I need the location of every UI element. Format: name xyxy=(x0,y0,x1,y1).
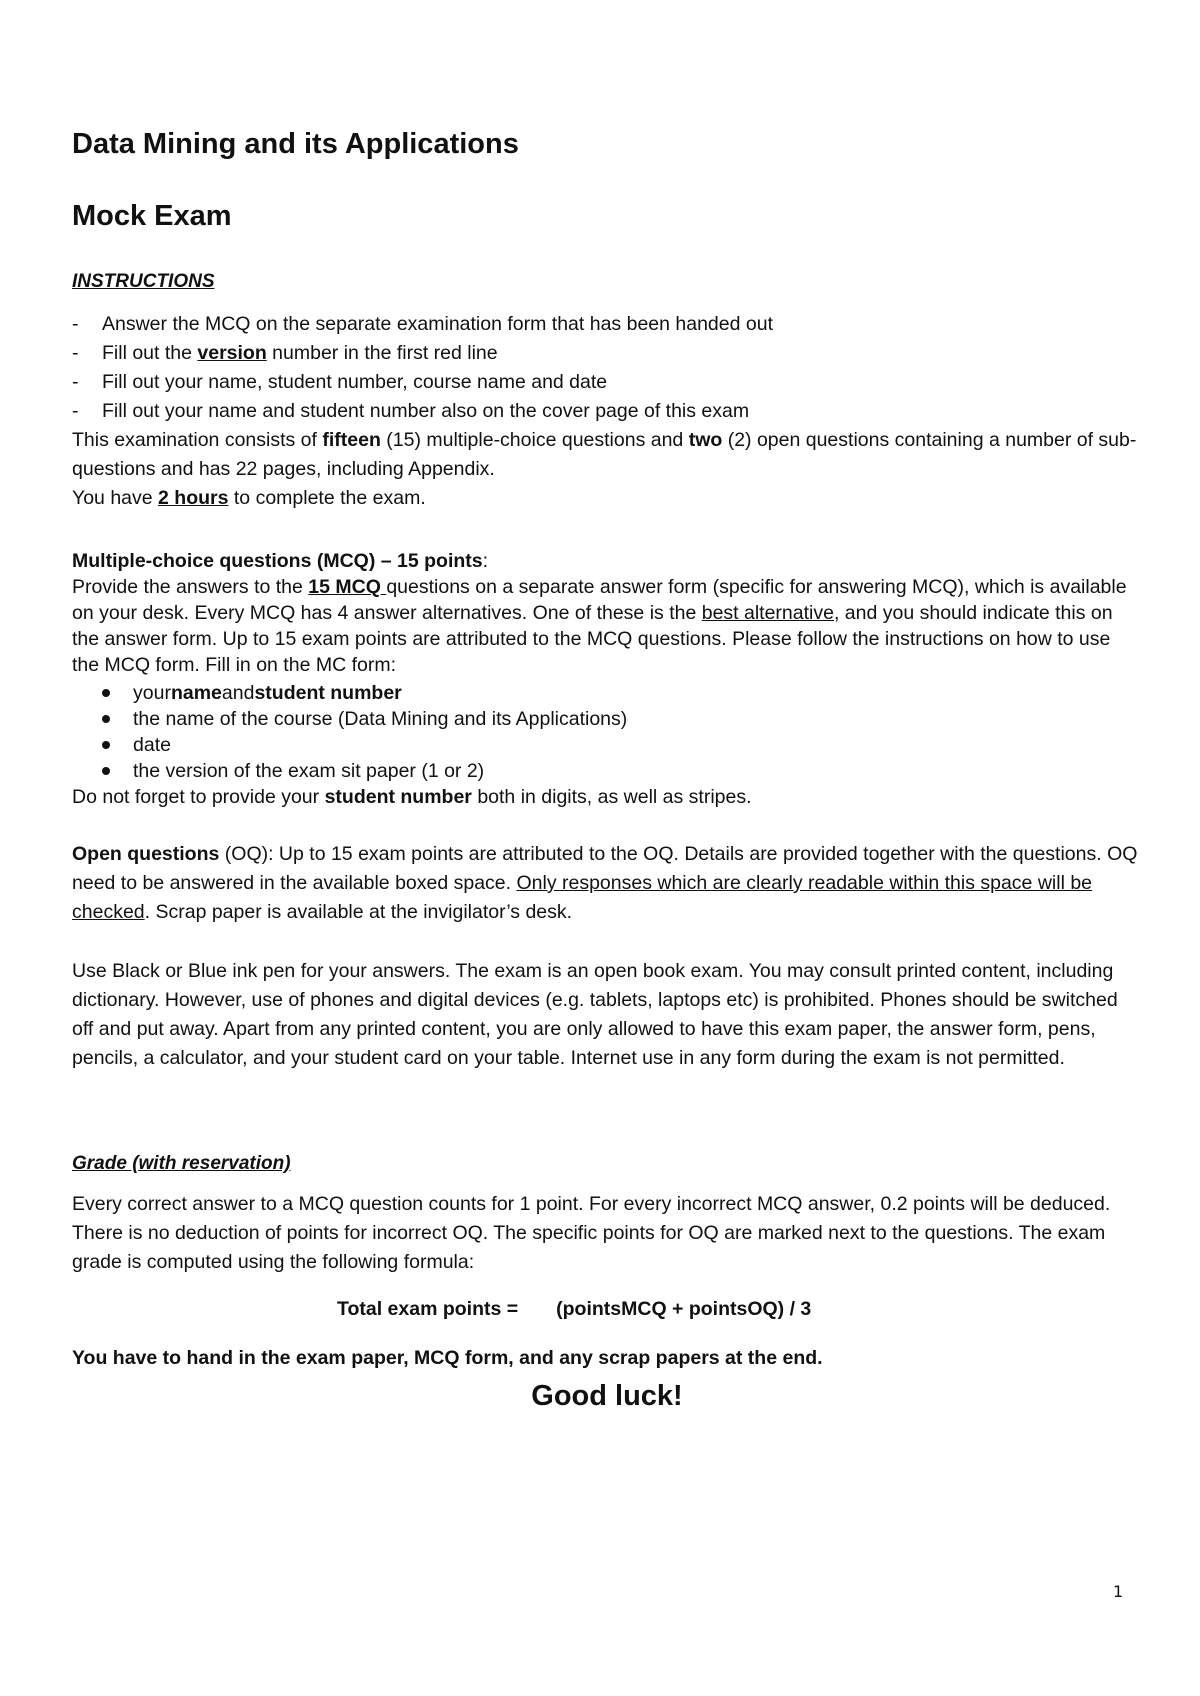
instruction-item xyxy=(72,397,773,426)
formula-rhs: (pointsMCQ + pointsOQ) / 3 xyxy=(556,1298,812,1320)
mcq-section: Multiple-choice questions (MCQ) – 15 points: Provide the answers to the 15 MCQ questions on a separate answer form (specific for answering MCQ), which is available on your desk. Every MCQ has 4 answer alternatives. One of these is the best alternative, and you should indicate this on the answer form. Up to 15 exam points are attributed to the MCQ questions. Please follow the instructions on how to use the MCQ form. Fill in on the MC form: xyxy=(72,550,1127,676)
mcq-count-emphasis: 15 MCQ xyxy=(308,576,387,598)
instruction-text: Fill out your name, student number, course name and date xyxy=(102,371,608,393)
instruction-text: Fill out the xyxy=(102,342,198,364)
student-number-note: Do not forget to provide your student number both in digits, as well as stripes. xyxy=(72,786,752,808)
time-paragraph: You have 2 hours to complete the exam. xyxy=(72,487,426,509)
instruction-text: Fill out your name and student number also on the cover page of this exam xyxy=(102,400,750,422)
instruction-item xyxy=(72,368,773,397)
hand-in-note: You have to hand in the exam paper, MCQ form, and any scrap papers at the end. xyxy=(72,1347,823,1369)
grade-formula xyxy=(337,1298,811,1321)
dash-marker: - xyxy=(72,313,79,335)
instruction-text: Answer the MCQ on the separate examination form that has been handed out xyxy=(102,313,773,335)
list-item: the version of the exam sit paper (1 or 2) xyxy=(102,758,627,784)
formula-lhs: Total exam points = xyxy=(337,1298,519,1320)
best-alternative-emphasis: best alternative xyxy=(701,602,834,624)
grade-heading: Grade (with reservation) xyxy=(72,1153,291,1174)
bullet-icon xyxy=(102,767,110,775)
page-number: 1 xyxy=(1113,1582,1124,1601)
duration-emphasis: 2 hours xyxy=(158,487,229,509)
version-emphasis: version xyxy=(197,342,267,364)
instruction-item xyxy=(72,310,773,339)
list-item: the name of the course (Data Mining and its Applications) xyxy=(102,706,627,732)
two-emphasis: two xyxy=(688,429,723,451)
open-questions-heading: Open questions xyxy=(72,843,220,865)
instruction-item xyxy=(72,339,773,368)
open-questions-paragraph: Open questions (OQ): Up to 15 exam points are attributed to the OQ. Details are provided together with the questions. OQ need to be answered in the available boxed space. Only responses which are clearly readable within this space will be checked. Scrap paper is available at the invigilator’s desk. xyxy=(72,843,1138,923)
list-item: your name and student number xyxy=(102,680,627,706)
grade-paragraph: Every correct answer to a MCQ question counts for 1 point. For every incorrect MCQ answer, 0.2 points will be deduced. There is no deduction of points for incorrect OQ. The specific points for OQ are marked next to the questions. The exam grade is computed using the following formula: xyxy=(72,1193,1111,1273)
instructions-list xyxy=(72,310,773,426)
instruction-text: number in the first red line xyxy=(266,342,498,364)
document-subtitle: Mock Exam xyxy=(72,200,232,232)
bullet-icon xyxy=(102,741,110,749)
list-item: date xyxy=(102,732,627,758)
dash-marker: - xyxy=(72,342,79,364)
instructions-heading: INSTRUCTIONS xyxy=(72,271,215,292)
exam-rules-paragraph: Use Black or Blue ink pen for your answers. The exam is an open book exam. You may consult printed content, including dictionary. However, use of phones and digital devices (e.g. tablets, laptops etc) is prohibited. Phones should be switched off and put away. Apart from any printed content, you are only allowed to have this exam paper, the answer form, pens, pencils, a calculator, and your student card on your table. Internet use in any form during the exam is not permitted. xyxy=(72,960,1118,1069)
mcq-heading: Multiple-choice questions (MCQ) – 15 points xyxy=(72,550,483,572)
dash-marker: - xyxy=(72,400,79,422)
readable-responses-emphasis: Only responses which are clearly readable within this space will be checked xyxy=(72,872,1093,923)
dash-marker: - xyxy=(72,371,79,393)
fifteen-emphasis: fifteen xyxy=(322,429,381,451)
document-title: Data Mining and its Applications xyxy=(72,128,519,160)
exam-composition-paragraph: This examination consists of fifteen (15) multiple-choice questions and two (2) open questions containing a number of sub-questions and has 22 pages, including Appendix. xyxy=(72,429,1137,480)
mc-form-fields-list xyxy=(102,680,627,784)
bullet-icon xyxy=(102,715,110,723)
bullet-icon xyxy=(102,689,110,697)
good-luck-text: Good luck! xyxy=(531,1380,683,1412)
